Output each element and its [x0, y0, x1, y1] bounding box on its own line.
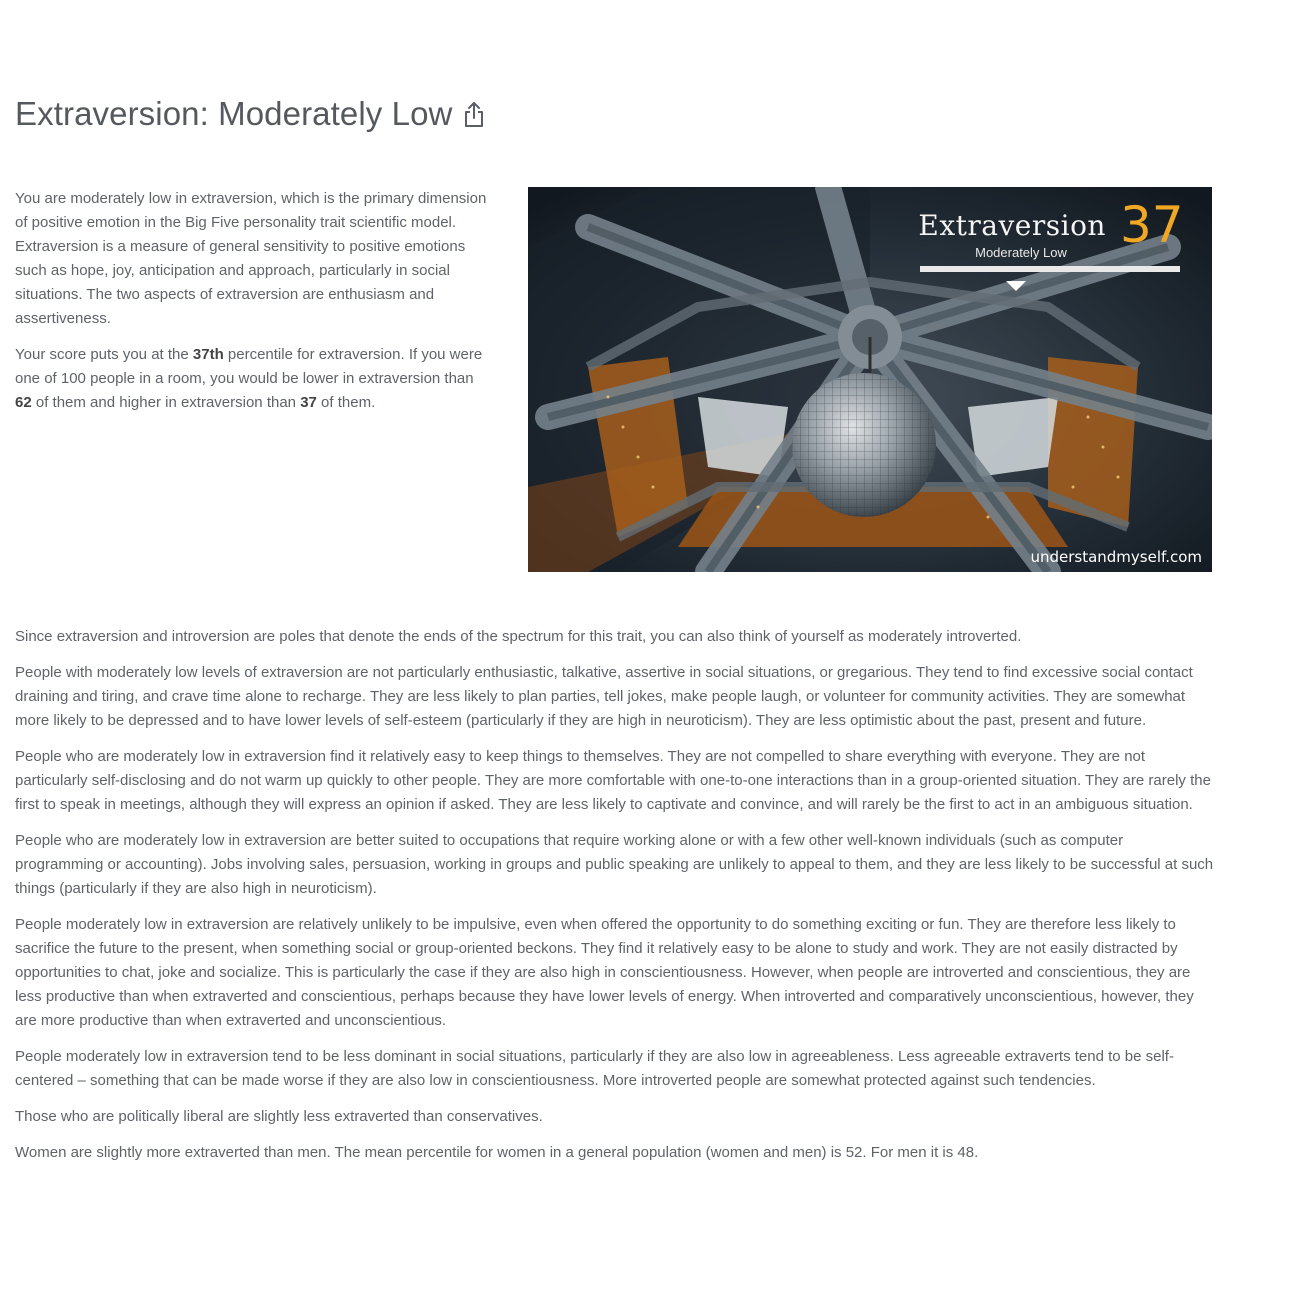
score-trait-label: Extraversion [918, 208, 1106, 242]
share-icon[interactable] [461, 100, 487, 130]
description-body [15, 625, 1215, 1177]
score-pointer-triangle [1006, 281, 1026, 291]
percentile-value: 37th [192, 346, 224, 363]
description-paragraph: People moderately low in extraversion tend to be less dominant in social situations, particularly if they are also low in agreeableness. Less agreeable extraverts tend to be self-centered – something that can be made worse if they are also low in conscientiousness. More introverted people are somewhat protected against such tendencies. [15, 1048, 1174, 1089]
percentile-text-a: Your score puts you at the [15, 346, 193, 363]
score-overlay [920, 197, 1182, 272]
intro-paragraph: You are moderately low in extraversion, which is the primary dimension of positive emotion in the Big Five personality trait scientific model. Extraversion is a measure of general sensitivity to positive emotions such as hope, joy, anticipation and approach, particularly in social situations. The two aspects of extraversion are enthusiasm and assertiveness. [15, 190, 487, 327]
hero-image [528, 187, 1212, 572]
score-level-label: Moderately Low [975, 245, 1067, 260]
description-paragraph: People who are moderately low in extraversion are better suited to occupations that require working alone or with a few other well-known individuals (such as computer programming or accounting). Jobs involving sales, persuasion, working in groups and public speaking are unlikely to appeal to them, and they are less likely to be successful at such things (particularly if they are also high in neuroticism). [15, 832, 1214, 897]
page-title: Extraversion: Moderately Low [15, 95, 453, 132]
percentile-text-d: of them. [316, 394, 376, 411]
score-bar [920, 266, 1180, 272]
percentile-text-b: percentile for extraversion. If you were one of 100 people in a room, you would be lower in extraversion than [15, 346, 483, 387]
description-paragraph: Since extraversion and introversion are poles that denote the ends of the spectrum for this trait, you can also think of yourself as moderately introverted. [15, 628, 1022, 645]
title-row [15, 92, 487, 136]
description-paragraph: Those who are politically liberal are slightly less extraverted than conservatives. [15, 1108, 543, 1125]
description-paragraph: Women are slightly more extraverted than men. The mean percentile for women in a general population (women and men) is 52. For men it is 48. [15, 1144, 979, 1161]
watermark: understandmyself.com [1030, 548, 1202, 566]
score-number: 37 [1119, 196, 1184, 254]
higher-count: 62 [15, 394, 32, 411]
percentile-paragraph [15, 343, 493, 415]
description-paragraph: People moderately low in extraversion are relatively unlikely to be impulsive, even when offered the opportunity to do something exciting or fun. They are therefore less likely to sacrifice the future to the present, when something social or group-oriented beckons. They find it relatively easy to be alone to study and work. They are not easily distracted by opportunities to chat, joke and socialize. This is particularly the case if they are also high in conscientiousness. However, when people are introverted and conscientious, they are less productive than when extraverted and conscientious, perhaps because they have lower levels of energy. When introverted and comparatively unconscientious, however, they are more productive than when extraverted and unconscientious. [15, 916, 1194, 1029]
intro-section [15, 187, 493, 427]
percentile-text-c: of them and higher in extraversion than [31, 394, 301, 411]
description-paragraph: People with moderately low levels of extraversion are not particularly enthusiastic, talkative, assertive in social situations, or gregarious. They tend to find excessive social contact draining and tiring, and crave time alone to recharge. They are less likely to plan parties, tell jokes, make people laugh, or volunteer for community activities. They are somewhat more likely to be depressed and to have lower levels of self-esteem (particularly if they are high in neuroticism). They are less optimistic about the past, present and future. [15, 664, 1193, 729]
description-paragraph: People who are moderately low in extraversion find it relatively easy to keep things to themselves. They are not compelled to share everything with everyone. They are not particularly self-disclosing and do not warm up quickly to other people. They are more comfortable with one-to-one interactions than in a group-oriented situation. They are rarely the first to speak in meetings, although they will express an opinion if asked. They are less likely to captivate and convince, and will rarely be the first to act in an ambiguous situation. [15, 748, 1211, 813]
lower-count: 37 [300, 394, 317, 411]
